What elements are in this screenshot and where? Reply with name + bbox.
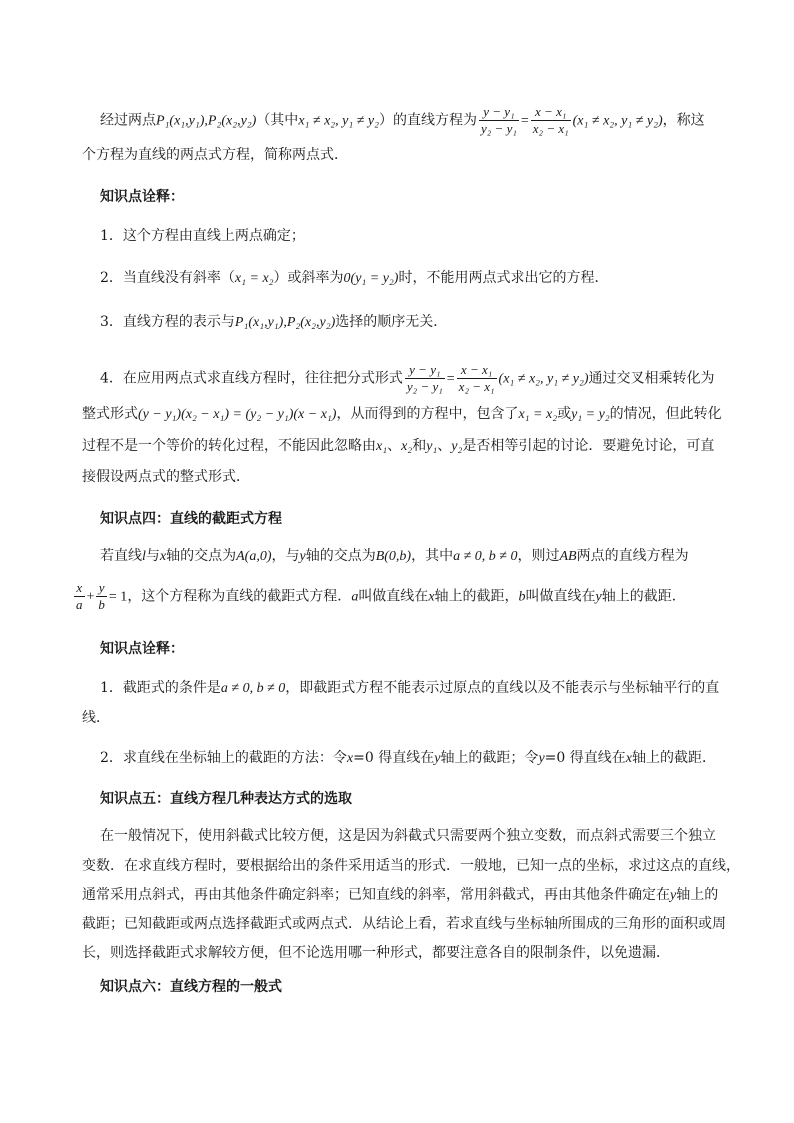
fraction-y-over-b xyxy=(96,580,107,613)
fraction-numerator: y − y₁ xyxy=(405,362,445,379)
text: =0 得直线在 xyxy=(353,750,435,766)
text: 是否相等引起的讨论．要避免讨论，可直 xyxy=(462,438,715,454)
text: 通过交叉相乘转化为 xyxy=(588,370,715,387)
math: AB xyxy=(559,549,577,564)
selection-paragraph-line-2: 变数．在求直线方程时，要根据给出的条件采用适当的形式．一般地，已知一点的坐标，求过这点的直线， xyxy=(82,858,740,874)
text: 2．当直线没有斜率（ xyxy=(100,270,235,286)
fraction-numerator: x xyxy=(74,580,85,597)
intercept-note-1-line-2: 线． xyxy=(82,710,110,726)
text: 轴上的截距；令 xyxy=(440,750,539,766)
math: b xyxy=(518,589,526,605)
selection-paragraph-line-1: 在一般情况下，使用斜截式比较方便，这是因为斜截式只需要两个独立变数，而点斜式需要三个独立 xyxy=(100,828,716,844)
selection-paragraph-line-5: 长，则选择截距式求解较方便，但不论选用哪一种形式，都要注意各自的限制条件，以免遗漏． xyxy=(82,945,670,961)
fraction-denominator: x₂ − x₁ xyxy=(458,379,495,394)
math: x₂ xyxy=(401,439,413,454)
math: y₁ = y₂ xyxy=(571,407,610,422)
math: x xyxy=(346,751,354,766)
intercept-note-2 xyxy=(100,748,716,769)
note-4-line-2 xyxy=(82,404,722,425)
math: a ≠ 0, b ≠ 0 xyxy=(453,549,518,564)
text: 若直线 xyxy=(100,548,142,564)
fraction-x xyxy=(457,362,497,395)
fraction-y xyxy=(405,362,445,395)
text: 轴的交点为 xyxy=(166,548,237,564)
text: ，这个方程称为直线的截距式方程． xyxy=(127,588,352,605)
math: y xyxy=(434,751,441,766)
fraction-numerator: y xyxy=(96,580,107,597)
text: 或 xyxy=(557,406,572,422)
text: （其中 xyxy=(256,112,299,129)
text: 轴上的截距， xyxy=(434,588,519,605)
math: y₂ xyxy=(451,439,463,454)
math: y xyxy=(670,888,677,903)
math: y xyxy=(538,751,545,766)
math: A(a,0) xyxy=(236,549,272,564)
math: x₁ = x₂ xyxy=(234,271,274,286)
math: x xyxy=(428,589,435,605)
math: x₁ xyxy=(376,439,388,454)
text: 轴上的截距． xyxy=(601,588,686,605)
text: ，则过 xyxy=(517,548,560,564)
math: a xyxy=(351,589,359,605)
text: 2．求直线在坐标轴上的截距的方法：令 xyxy=(100,750,347,766)
math-condition: x₁ ≠ x₂, y₁ ≠ y₂ xyxy=(298,113,380,129)
fraction-denominator: y₂ − y₁ xyxy=(481,121,517,136)
text: 叫做直线在 xyxy=(525,588,596,605)
fraction-numerator: x − x₁ xyxy=(457,362,497,379)
math: = 1 xyxy=(108,589,128,605)
text: ，从而得到的方程中，包含了 xyxy=(336,406,519,422)
text: 4．在应用两点式求直线方程时，往往把分式形式 xyxy=(100,370,403,387)
fraction-numerator: y − y₁ xyxy=(479,104,519,121)
math: x xyxy=(159,549,167,564)
section-heading: 知识点六：直线方程的一般式 xyxy=(100,979,282,995)
math-points: P₁(x₁,y₁),P₂(x₂,y₂) xyxy=(156,113,257,129)
fraction-x xyxy=(531,104,571,137)
intercept-line-2 xyxy=(72,580,686,613)
note-4-line-3 xyxy=(82,436,714,457)
equals-sign: = xyxy=(520,113,529,129)
note-3 xyxy=(100,312,447,333)
text: =0 得直线在 xyxy=(544,750,626,766)
math: y₁ xyxy=(426,439,438,454)
text: 叫做直线在 xyxy=(358,588,429,605)
text: 选择的顺序无关． xyxy=(335,314,448,330)
fraction-denominator: y₂ − y₁ xyxy=(406,379,443,394)
selection-paragraph-line-3 xyxy=(82,885,718,906)
intercept-note-1-line-1 xyxy=(100,678,719,699)
text: 、 xyxy=(437,438,452,454)
text: 轴的交点为 xyxy=(305,548,376,564)
math-condition: (x₁ ≠ x₂, y₁ ≠ y₂) xyxy=(572,113,663,129)
text: 通常采用点斜式，再由其他条件确定斜率；已知直线的斜率，常用斜截式，再由其他条件确定在 xyxy=(82,887,670,903)
text: 整式形式 xyxy=(82,406,138,422)
fraction-denominator: x₂ − x₁ xyxy=(532,121,569,136)
fraction-numerator: x − x₁ xyxy=(531,104,571,121)
math: y xyxy=(299,549,306,564)
math: (y − y₁)(x₂ − x₁) = (y₂ − y₁)(x − x₁) xyxy=(138,407,337,422)
text: ，即截距式方程不能表示过原点的直线以及不能表示与坐标轴平行的直 xyxy=(285,680,720,696)
text: 的情况，但此转化 xyxy=(609,406,722,422)
text: 1．截距式的条件是 xyxy=(100,680,221,696)
text: ，与 xyxy=(271,548,300,564)
math: B(0,b) xyxy=(375,549,412,564)
section-heading: 知识点诠释： xyxy=(100,189,184,205)
text: 过程不是一个等价的转化过程，不能因此忽略由 xyxy=(82,438,376,454)
fraction-denominator: a xyxy=(76,597,83,612)
two-point-form-line-2: 个方程为直线的两点式方程，简称两点式． xyxy=(82,147,348,163)
math-condition: (x₁ ≠ x₂, y₁ ≠ y₂) xyxy=(498,371,589,387)
text: 轴上的 xyxy=(676,887,719,903)
equals-sign: = xyxy=(446,371,455,387)
text: ）或斜率为 xyxy=(273,270,344,286)
fraction-y xyxy=(479,104,519,137)
note-4-line-1 xyxy=(100,362,715,395)
text: 两点的直线方程为 xyxy=(576,548,689,564)
math: y xyxy=(595,589,602,605)
intercept-line-1 xyxy=(100,546,689,567)
section-heading: 知识点诠释： xyxy=(100,641,184,657)
section-heading: 知识点四：直线的截距式方程 xyxy=(100,511,282,527)
text: 时，不能用两点式求出它的方程． xyxy=(398,270,609,286)
note-1: 1．这个方程由直线上两点确定； xyxy=(100,228,305,244)
text: 轴上的截距． xyxy=(631,750,716,766)
note-2 xyxy=(100,268,608,289)
math: x₁ = x₂ xyxy=(518,407,558,422)
fraction-denominator: b xyxy=(98,597,105,612)
text: 经过两点 xyxy=(100,112,156,129)
text: 和 xyxy=(412,438,427,454)
math: a ≠ 0, b ≠ 0 xyxy=(220,681,286,696)
section-heading: 知识点五：直线方程几种表达方式的选取 xyxy=(100,791,352,807)
math: P₁(x₁,y₁),P₂(x₂,y₂) xyxy=(234,315,336,330)
math: 0(y₁ = y₂) xyxy=(343,271,399,286)
text: 、 xyxy=(387,438,402,454)
math: l xyxy=(142,549,146,564)
text: ）的直线方程为 xyxy=(379,112,478,129)
math: x xyxy=(625,751,632,766)
text: 3．直线方程的表示与 xyxy=(100,314,235,330)
plus-sign: + xyxy=(86,589,95,605)
note-4-line-4: 接假设两点式的整式形式． xyxy=(82,469,250,485)
text: 与 xyxy=(145,548,160,564)
text: ，称这 xyxy=(662,112,705,129)
two-point-form-line-1 xyxy=(100,104,705,137)
selection-paragraph-line-4: 截距；已知截距或两点选择截距式或两点式．从结论上看，若求直线与坐标轴所围成的三角形的面积或周 xyxy=(82,916,726,932)
fraction-x-over-a xyxy=(74,580,85,613)
text: ，其中 xyxy=(411,548,454,564)
